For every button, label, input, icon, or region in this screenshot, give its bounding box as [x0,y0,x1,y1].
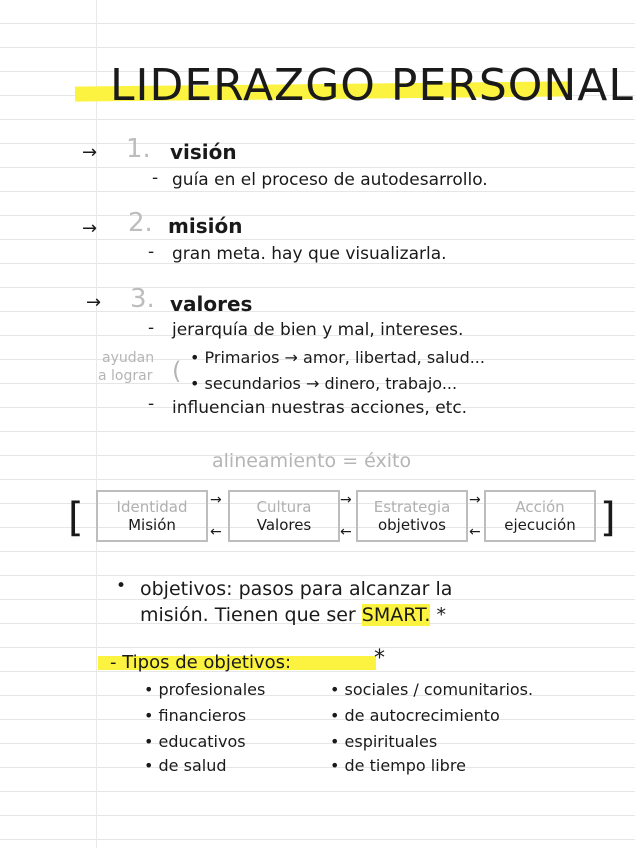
section-number: 2. [128,208,153,238]
bullet-dash: - [152,168,159,188]
section-arrow: → [86,292,102,313]
section-heading: valores [170,292,253,316]
smart-highlight: SMART. [361,604,431,626]
bullet-text: jerarquía de bien y mal, intereses. [172,320,464,340]
flow-box-top: Cultura [256,498,312,516]
section-heading: misión [168,214,243,238]
tipo-item: • educativos [144,732,246,751]
page-title: LIDERAZGO PERSONAL [110,60,634,111]
bullet-dash: - [148,242,155,262]
flow-box-accion [484,490,596,542]
bullet-dash: - [148,394,155,414]
section-arrow: → [82,218,98,239]
objectives-bullet: • [116,576,127,596]
objectives-star: * [436,604,447,626]
flow-box-identidad [96,490,208,542]
flow-arrow-left: ← [469,524,481,540]
objectives-line1: objetivos: pasos para alcanzar la [140,578,453,600]
section-number: 3. [130,284,155,314]
tipo-item: • financieros [144,706,247,725]
flow-box-top: Acción [515,498,565,516]
flow-box-bottom: Valores [256,516,312,534]
bullet-text: gran meta. hay que visualizarla. [172,244,447,264]
flow-box-cultura [228,490,340,542]
bracket-right: ] [600,495,616,541]
bullet-text: guía en el proceso de autodesarrollo. [172,170,488,190]
tipo-item: • de tiempo libre [330,756,466,775]
bullet-text: influencian nuestras acciones, etc. [172,398,468,418]
tipos-heading: - Tipos de objetivos: [110,652,292,673]
section-arrow: → [82,142,98,163]
flow-box-bottom: objetivos [377,516,446,534]
flow-arrow-right: → [210,492,222,508]
flow-box-estrategia [356,490,468,542]
tipo-item: • profesionales [144,680,266,699]
side-note: ayudan [102,350,155,366]
flow-arrow-right: → [469,492,481,508]
side-note: a lograr [98,368,153,384]
flow-arrow-left: ← [210,524,222,540]
tipo-item: • sociales / comunitarios. [330,680,534,699]
valores-primarios: • Primarios → amor, libertad, salud... [190,348,485,367]
flow-box-bottom: ejecución [504,516,576,534]
tipo-item: • espirituales [330,732,438,751]
flow-box-bottom: Misión [128,516,176,534]
objectives-line2-text: misión. Tienen que ser [140,604,356,626]
objectives-line2 [140,604,446,626]
tipo-item: • de salud [144,756,227,775]
section-heading: visión [170,140,237,164]
flow-arrow-right: → [340,492,352,508]
flow-arrow-left: ← [340,524,352,540]
curly-brace: ( [172,357,182,385]
bracket-left: [ [68,495,84,541]
flow-box-top: Estrategia [373,498,451,516]
alignment-caption: alineamiento = éxito [212,450,412,472]
section-number: 1. [126,134,151,164]
tipos-star: * [374,646,385,671]
notebook-margin-line [96,0,97,848]
flow-box-top: Identidad [116,498,188,516]
valores-secundarios: • secundarios → dinero, trabajo... [190,374,458,393]
bullet-dash: - [148,318,155,338]
tipo-item: • de autocrecimiento [330,706,500,725]
